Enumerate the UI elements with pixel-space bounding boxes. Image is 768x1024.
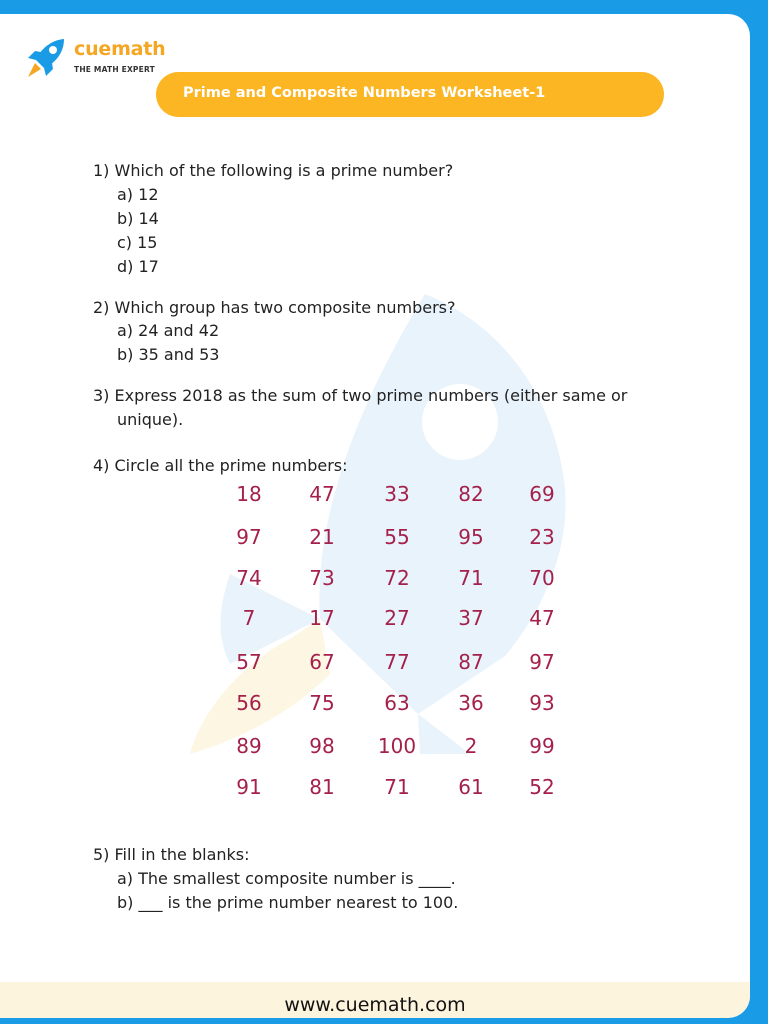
grid-number[interactable]: 91 bbox=[236, 775, 262, 799]
question-3-text-line-2: unique). bbox=[117, 410, 184, 429]
grid-number[interactable]: 89 bbox=[236, 734, 262, 758]
grid-number[interactable]: 33 bbox=[384, 482, 410, 506]
grid-number[interactable]: 17 bbox=[309, 606, 335, 630]
grid-number[interactable]: 98 bbox=[309, 734, 335, 758]
grid-number[interactable]: 70 bbox=[529, 566, 555, 590]
question-2-option-b: b) 35 and 53 bbox=[117, 345, 220, 364]
question-5-blank-a: a) The smallest composite number is ____. bbox=[117, 869, 456, 888]
question-1-option-c: c) 15 bbox=[117, 233, 158, 252]
grid-number[interactable]: 67 bbox=[309, 650, 335, 674]
grid-number[interactable]: 82 bbox=[458, 482, 484, 506]
grid-number[interactable]: 97 bbox=[236, 525, 262, 549]
worksheet-page bbox=[0, 14, 750, 1018]
grid-number[interactable]: 18 bbox=[236, 482, 262, 506]
grid-number[interactable]: 7 bbox=[242, 606, 256, 630]
grid-number[interactable]: 23 bbox=[529, 525, 555, 549]
question-2-text: 2) Which group has two composite numbers? bbox=[93, 298, 456, 317]
question-1-option-d: d) 17 bbox=[117, 257, 159, 276]
grid-number[interactable]: 52 bbox=[529, 775, 555, 799]
rocket-icon bbox=[24, 36, 68, 80]
grid-number[interactable]: 81 bbox=[309, 775, 335, 799]
title-banner bbox=[156, 72, 664, 117]
grid-number[interactable]: 47 bbox=[529, 606, 555, 630]
grid-number[interactable]: 69 bbox=[529, 482, 555, 506]
grid-number[interactable]: 63 bbox=[384, 691, 410, 715]
footer-bar bbox=[0, 982, 750, 1018]
grid-number[interactable]: 61 bbox=[458, 775, 484, 799]
grid-number[interactable]: 72 bbox=[384, 566, 410, 590]
grid-number[interactable]: 55 bbox=[384, 525, 410, 549]
question-4-text: 4) Circle all the prime numbers: bbox=[93, 456, 348, 475]
grid-number[interactable]: 100 bbox=[377, 734, 417, 758]
rocket-watermark-icon bbox=[170, 284, 610, 754]
grid-number[interactable]: 47 bbox=[309, 482, 335, 506]
question-3-text-line-1: 3) Express 2018 as the sum of two prime numbers (either same or bbox=[93, 386, 628, 405]
grid-number[interactable]: 87 bbox=[458, 650, 484, 674]
brand-name: cuemath bbox=[74, 38, 166, 60]
footer-url[interactable]: www.cuemath.com bbox=[284, 994, 466, 1016]
brand-tagline: THE MATH EXPERT bbox=[74, 65, 155, 74]
grid-number[interactable]: 97 bbox=[529, 650, 555, 674]
question-2-option-a: a) 24 and 42 bbox=[117, 321, 220, 340]
grid-number[interactable]: 74 bbox=[236, 566, 262, 590]
question-5-text: 5) Fill in the blanks: bbox=[93, 845, 250, 864]
grid-number[interactable]: 36 bbox=[458, 691, 484, 715]
grid-number[interactable]: 56 bbox=[236, 691, 262, 715]
grid-number[interactable]: 57 bbox=[236, 650, 262, 674]
question-5-blank-b: b) ___ is the prime number nearest to 100. bbox=[117, 893, 459, 912]
question-1-option-b: b) 14 bbox=[117, 209, 159, 228]
grid-number[interactable]: 95 bbox=[458, 525, 484, 549]
grid-number[interactable]: 71 bbox=[458, 566, 484, 590]
grid-number[interactable]: 2 bbox=[464, 734, 478, 758]
grid-number[interactable]: 21 bbox=[309, 525, 335, 549]
grid-number[interactable]: 73 bbox=[309, 566, 335, 590]
grid-number[interactable]: 27 bbox=[384, 606, 410, 630]
grid-number[interactable]: 93 bbox=[529, 691, 555, 715]
grid-number[interactable]: 99 bbox=[529, 734, 555, 758]
grid-number[interactable]: 77 bbox=[384, 650, 410, 674]
question-1-text: 1) Which of the following is a prime number? bbox=[93, 161, 454, 180]
grid-number[interactable]: 75 bbox=[309, 691, 335, 715]
page-title: Prime and Composite Numbers Worksheet-1 bbox=[183, 85, 546, 101]
question-1-option-a: a) 12 bbox=[117, 185, 159, 204]
grid-number[interactable]: 37 bbox=[458, 606, 484, 630]
grid-number[interactable]: 71 bbox=[384, 775, 410, 799]
